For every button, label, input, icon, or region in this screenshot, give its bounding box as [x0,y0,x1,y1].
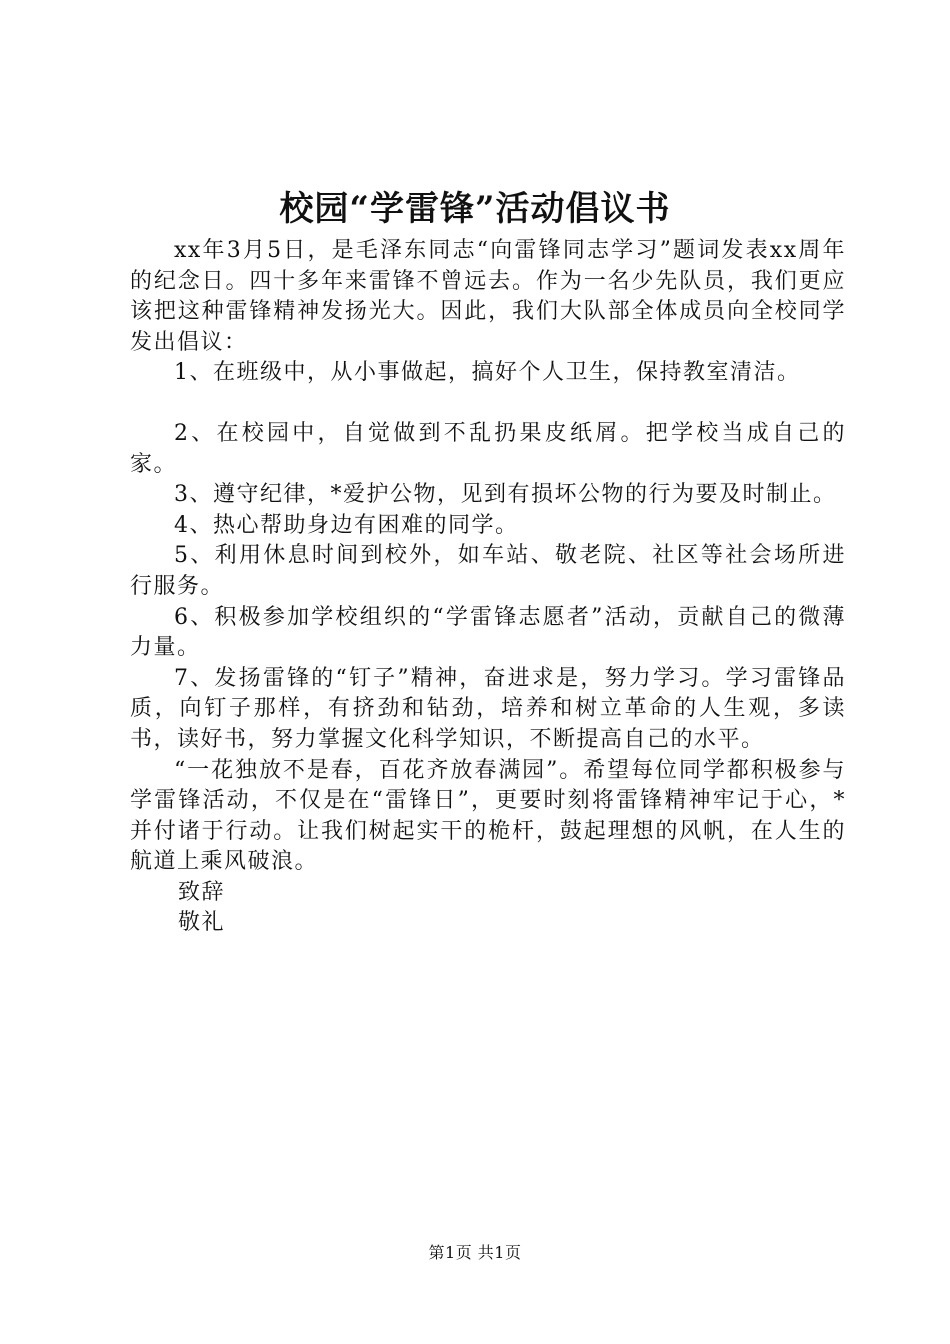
proposal-item-3: 3、遵守纪律，*爱护公物，见到有损坏公物的行为要及时制止。 [174,482,837,508]
page-footer: 第1页 共1页 [428,1243,522,1262]
document-title: 校园“学雷锋”活动倡议书 [279,189,671,229]
closing-line-1: 致辞 [178,879,226,905]
proposal-item-5: 5、利用休息时间到校外，如车站、敬老院、社区等社会场所进行服务。 [130,543,846,599]
document-body [130,236,846,939]
conclusion-paragraph: “一花独放不是春，百花齐放春满园”。希望每位同学都积极参与学雷锋活动，不仅是在“雷锋日”，更要时刻将雷锋精神牢记于心，*并付诸于行动。让我们树起实干的桅杆，鼓起理想的风帆，在人生的航道上乘风破浪。 [130,757,846,875]
closing-line-2: 敬礼 [178,910,226,936]
proposal-item-2: 2、在校园中，自觉做到不乱扔果皮纸屑。把学校当成自己的家。 [130,420,846,477]
intro-paragraph: xx年3月5日，是毛泽东同志“向雷锋同志学习”题词发表xx周年的纪念日。四十多年来雷锋不曾远去。作为一名少先队员，我们更应该把这种雷锋精神发扬光大。因此，我们大队部全体成员向全校同学发出倡议： [130,238,846,355]
proposal-item-4: 4、热心帮助身边有困难的同学。 [174,512,519,538]
proposal-item-1: 1、在班级中，从小事做起，搞好个人卫生，保持教室清洁。 [174,360,801,386]
proposal-item-7: 7、发扬雷锋的“钉子”精神，奋进求是，努力学习。学习雷锋品质，向钉子那样，有挤劲和钻劲，培养和树立革命的人生观，多读书，读好书，努力掌握文化科学知识，不断提高自己的水平。 [130,665,846,752]
proposal-item-6: 6、积极参加学校组织的“学雷锋志愿者”活动，贡献自己的微薄力量。 [130,604,846,661]
